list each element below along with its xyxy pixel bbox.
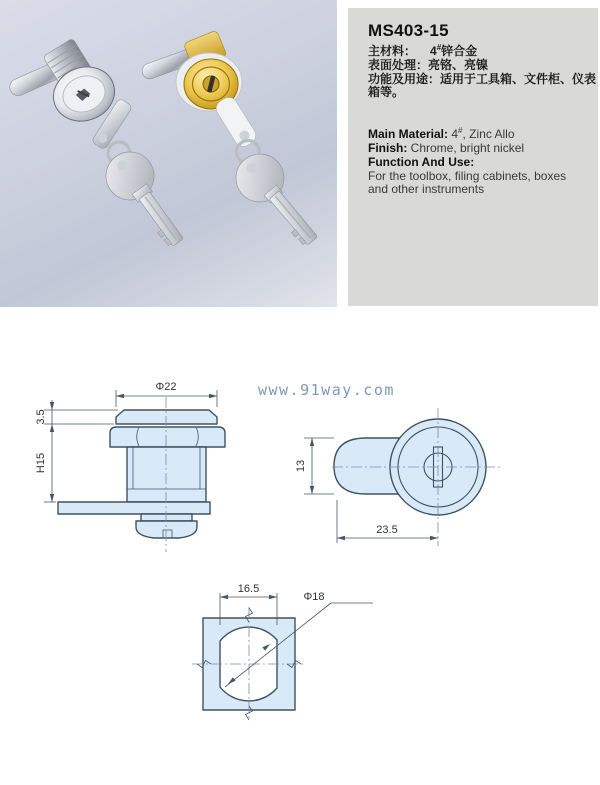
dim-hole-diameter-label: Φ18: [303, 591, 325, 603]
technical-drawings: [0, 350, 600, 785]
spec-line-material-zh: 主材料： 4#锌合金: [368, 43, 478, 58]
product-title: MS403-15: [368, 21, 449, 40]
spec-line-function-zh: 功能及用途：适用于工具箱、文件柜、仪表箱等。: [368, 71, 597, 100]
spec-line-material-en: Main Material: 4#, Zinc Allo: [368, 126, 515, 142]
function-description-line2: and other instruments: [368, 182, 485, 197]
function-description-line1: For the toolbox, filing cabinets, boxes: [368, 168, 567, 183]
lock-body: [127, 447, 206, 502]
dim-body-height-label: H15: [35, 452, 47, 474]
product-photo: [0, 0, 337, 307]
lock-cap: [116, 410, 217, 424]
info-panel: [348, 8, 598, 306]
dim-cam-width-label: 13: [295, 459, 307, 473]
dim-diameter-label: Φ22: [155, 381, 177, 393]
cam-tail: [136, 521, 197, 538]
dim-flat-width-label: 16.5: [237, 583, 260, 595]
side-view-drawing: [35, 381, 225, 552]
cutout-view-drawing: [192, 583, 373, 721]
hex-nut: [110, 427, 225, 447]
spec-line-finish-zh: 表面处理：亮铬、亮镍: [368, 57, 489, 72]
spec-line-finish-en: Finish: Chrome, bright nickel: [368, 140, 525, 155]
english-specs: [368, 128, 594, 197]
spec-line-function-en: Function And Use:: [368, 154, 475, 169]
chinese-specs: [368, 45, 598, 100]
cam-locks-photo-illustration: [0, 0, 337, 307]
dim-cap-height-label: 3.5: [35, 409, 47, 425]
top-view-drawing: [295, 408, 503, 546]
dim-body-length-label: 23.5: [376, 524, 398, 536]
watermark: www.91way.com: [258, 381, 395, 399]
cam-plate: [58, 502, 210, 514]
